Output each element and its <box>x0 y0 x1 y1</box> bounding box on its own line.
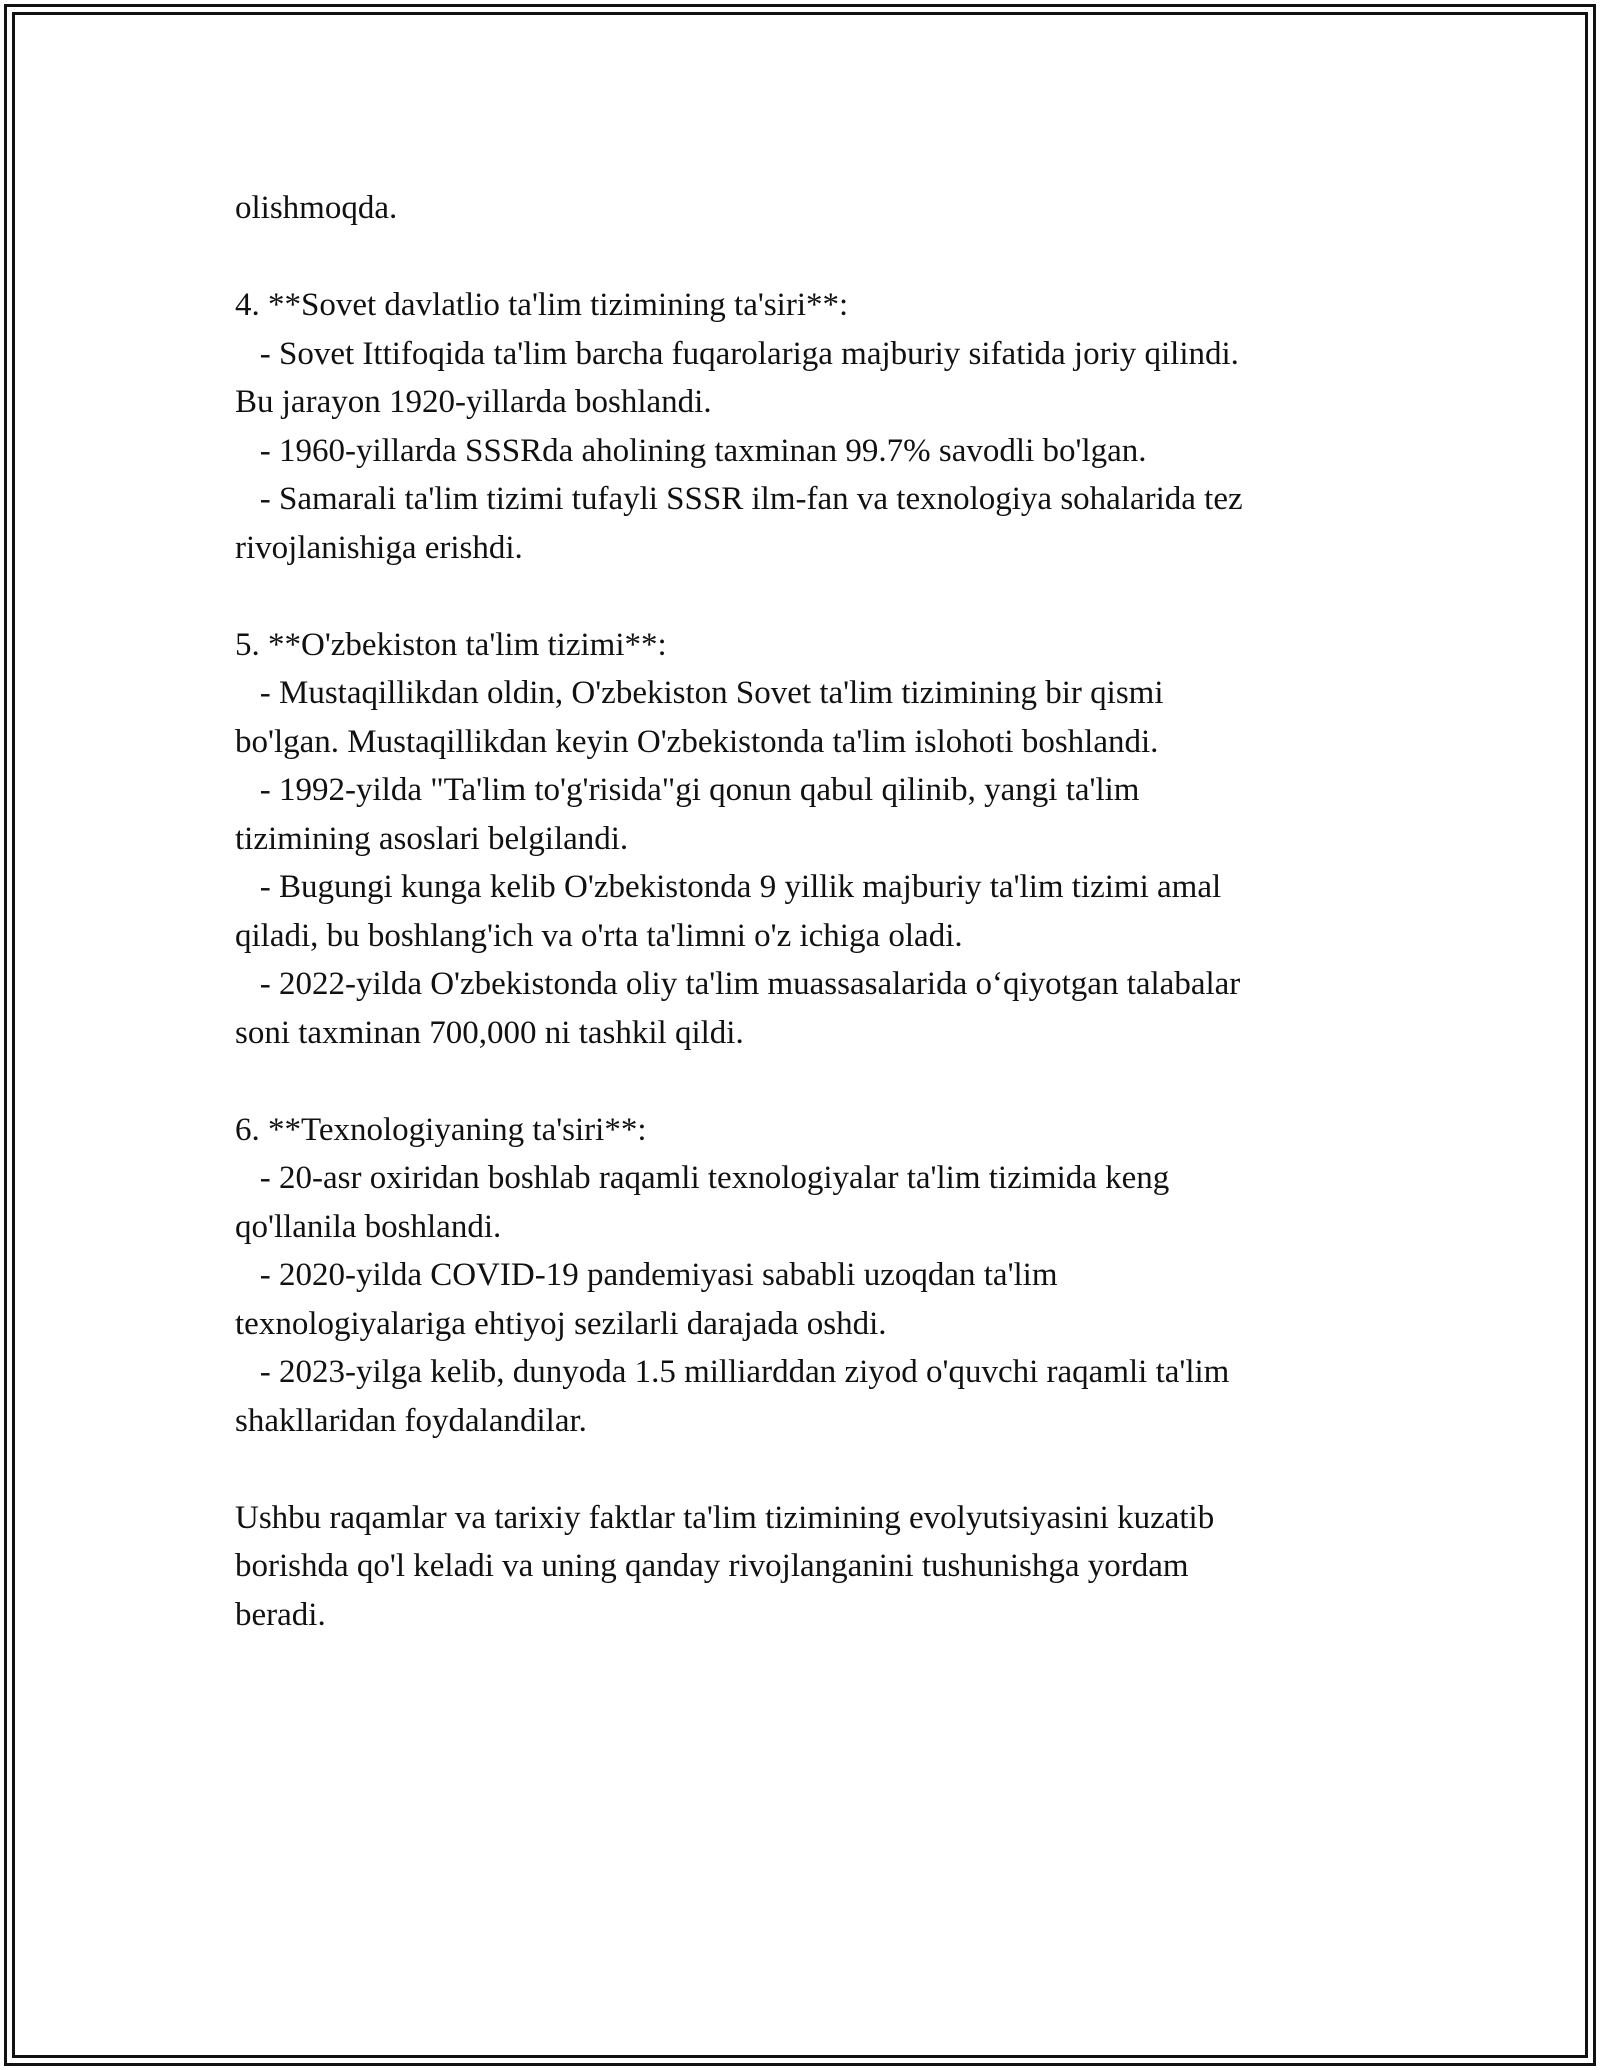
section-line: - 2020-yilda COVID-19 pandemiyasi sababli uzoqdan ta'lim <box>235 1257 1058 1293</box>
section-line: - 1960-yillarda SSSRda aholining taxminan 99.7% savodli bo'lgan. <box>235 432 1147 469</box>
conclusion-line: Ushbu raqamlar va tarixiy faktlar ta'lim tizimining evolyutsiyasini kuzatib <box>235 1499 1215 1536</box>
paragraph-gap <box>235 1445 1375 1494</box>
section-line: Bu jarayon 1920-yillarda boshlandi. <box>235 384 712 420</box>
section-line: rivojlanishiga erishdi. <box>235 529 523 566</box>
paragraph-gap <box>235 572 1375 621</box>
section-soviet-education <box>235 281 1375 572</box>
section-line: - Sovet Ittifoqida ta'lim barcha fuqarolariga majburiy sifatida joriy qilindi. <box>235 335 1239 372</box>
section-line: - Samarali ta'lim tizimi tufayli SSSR ilm-fan va texnologiya sohalarida tez <box>235 481 1243 517</box>
conclusion-paragraph <box>235 1494 1375 1640</box>
paragraph-gap <box>235 233 1375 282</box>
paragraph-gap <box>235 1057 1375 1106</box>
section-line: tizimining asoslari belgilandi. <box>235 820 629 857</box>
section-line: - Mustaqillikdan oldin, O'zbekiston Sovet ta'lim tizimining bir qismi <box>235 675 1164 711</box>
conclusion-line: borishda qo'l keladi va uning qanday rivojlanganini tushunishga yordam <box>235 1548 1189 1584</box>
document-body <box>235 184 1375 1639</box>
section-line: qo'llanila boshlandi. <box>235 1208 502 1245</box>
section-line: texnologiyalariga ehtiyoj sezilarli darajada oshdi. <box>235 1305 887 1342</box>
section-line: bo'lgan. Mustaqillikdan keyin O'zbekistonda ta'lim islohoti boshlandi. <box>235 723 1159 760</box>
section-line: - 20-asr oxiridan boshlab raqamli texnologiyalar ta'lim tizimida keng <box>235 1160 1170 1196</box>
intro-tail: olishmoqda. <box>235 190 398 226</box>
section-line: soni taxminan 700,000 ni tashkil qildi. <box>235 1014 744 1051</box>
section-uzbekistan-education <box>235 621 1375 1058</box>
section-heading: 4. **Sovet davlatlio ta'lim tizimining ta'siri**: <box>235 287 849 323</box>
section-technology-impact <box>235 1106 1375 1446</box>
section-line: - Bugungi kunga kelib O'zbekistonda 9 yillik majburiy ta'lim tizimi amal <box>235 869 1222 905</box>
section-line: qiladi, bu boshlang'ich va o'rta ta'limni o'z ichiga oladi. <box>235 917 963 954</box>
section-line: shakllaridan foydalandilar. <box>235 1402 587 1439</box>
section-line: - 2023-yilga kelib, dunyoda 1.5 milliarddan ziyod o'quvchi raqamli ta'lim <box>235 1354 1230 1390</box>
section-heading: 5. **O'zbekiston ta'lim tizimi**: <box>235 626 667 663</box>
section-line: - 1992-yilda "Ta'lim to'g'risida"gi qonun qabul qilinib, yangi ta'lim <box>235 772 1140 808</box>
conclusion-line: beradi. <box>235 1596 326 1633</box>
section-line: - 2022-yilda O'zbekistonda oliy ta'lim muassasalarida o‘qiyotgan talabalar <box>235 966 1241 1002</box>
section-heading: 6. **Texnologiyaning ta'siri**: <box>235 1111 647 1148</box>
